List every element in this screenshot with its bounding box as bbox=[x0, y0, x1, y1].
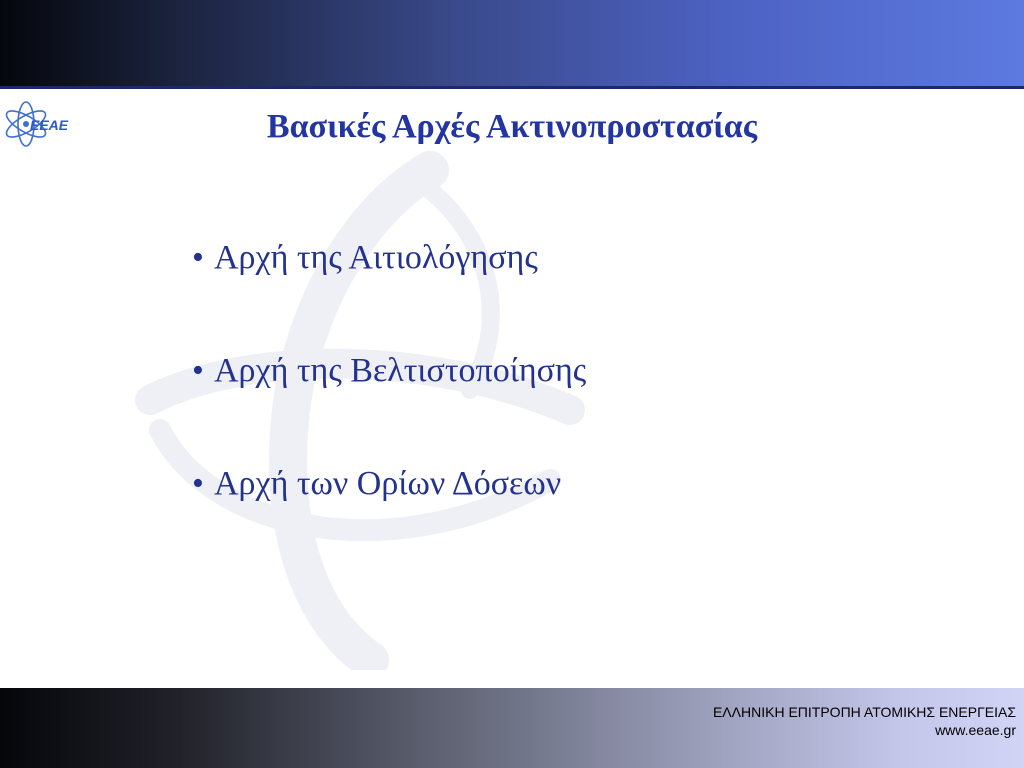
logo-text: EEAE bbox=[30, 117, 69, 133]
slide-title: Βασικές Αρχές Ακτινοπροστασίας bbox=[266, 108, 758, 145]
bullet-text: Αρχή των Ορίων Δόσεων bbox=[214, 465, 562, 502]
bullet-dot: • bbox=[192, 465, 204, 502]
list-item bbox=[192, 236, 586, 349]
header-banner bbox=[0, 0, 1024, 86]
list-item bbox=[192, 349, 586, 462]
bullet-text: Αρχή της Αιτιολόγησης bbox=[214, 239, 538, 276]
bullet-list bbox=[192, 236, 586, 575]
footer-text bbox=[713, 703, 1016, 739]
bullet-text: Αρχή της Βελτιστοποίησης bbox=[214, 352, 587, 389]
footer-website: www.eeae.gr bbox=[935, 722, 1016, 738]
bullet-dot: • bbox=[192, 352, 204, 389]
footer-organization: ΕΛΛΗΝΙΚΗ ΕΠΙΤΡΟΠΗ ΑΤΟΜΙΚΗΣ ΕΝΕΡΓΕΙΑΣ bbox=[712, 704, 1016, 720]
footer-divider bbox=[0, 686, 1024, 688]
header-divider bbox=[0, 86, 1024, 89]
list-item bbox=[192, 462, 586, 575]
bullet-dot: • bbox=[192, 239, 204, 276]
